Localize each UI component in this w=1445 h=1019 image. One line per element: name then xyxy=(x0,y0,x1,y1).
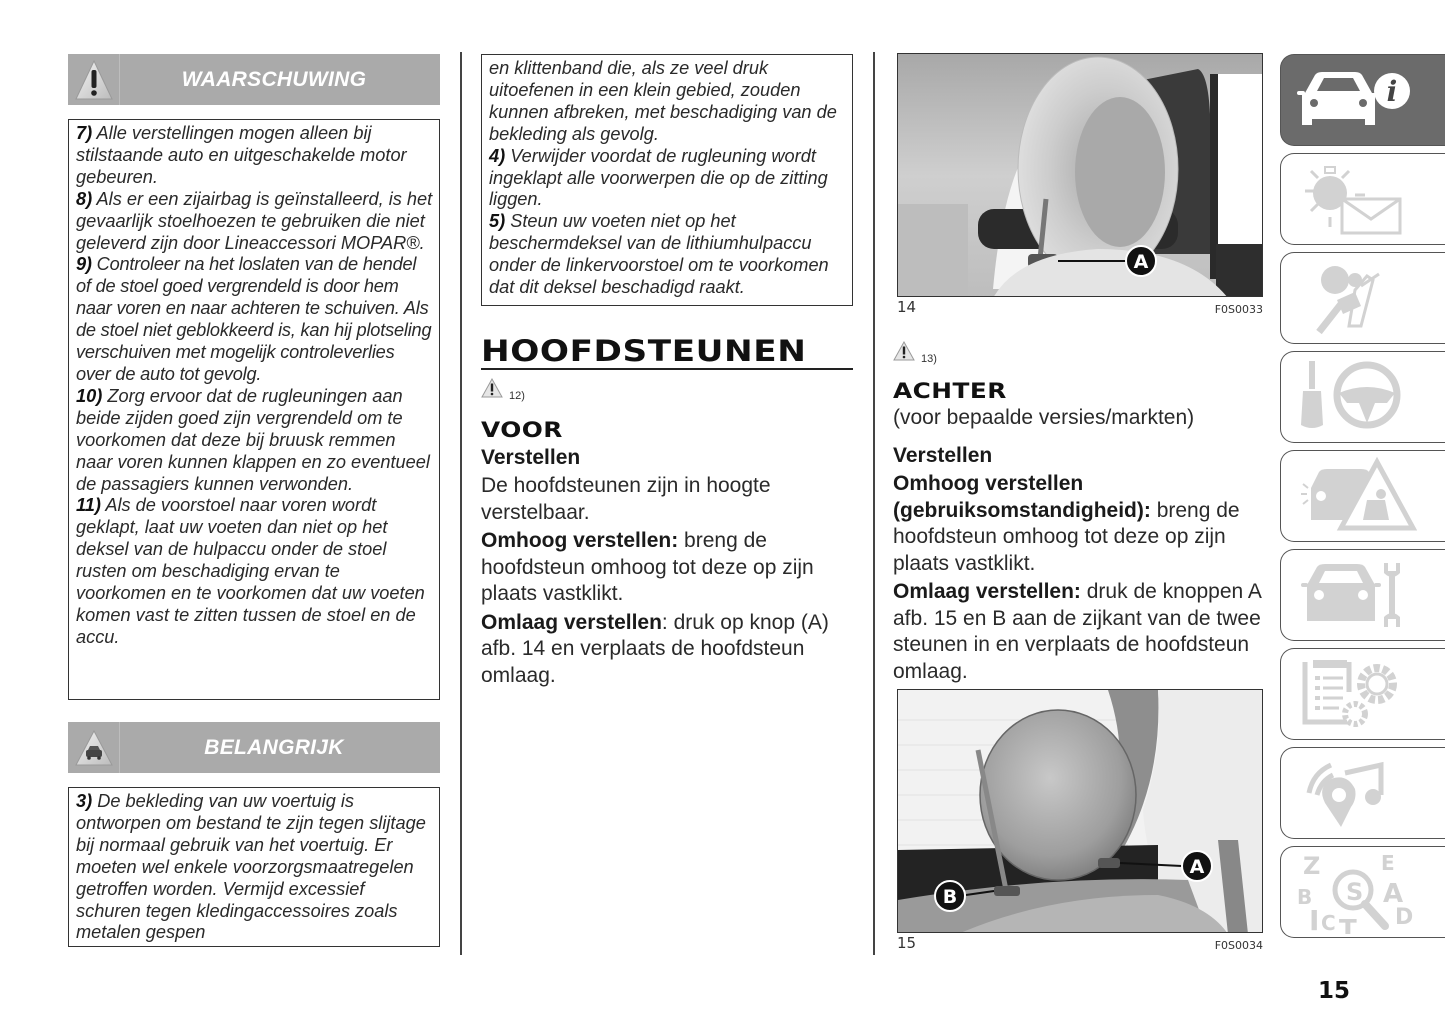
sidebar-tab-multimedia[interactable] xyxy=(1280,747,1445,839)
section-title: HOOFDSTEUNEN xyxy=(481,334,807,368)
warning-item-8: 8) Als er een zijairbag is geïnstalleerd, is het gevaarlijk stoelhoezen te gebruiken die niet geleverd zijn door Lineaccessori MOPAR®. xyxy=(76,188,433,253)
subsection-title-voor: VOOR xyxy=(481,418,563,442)
index-search-icon xyxy=(1297,846,1417,939)
sidebar-tab-emergency[interactable] xyxy=(1280,450,1445,542)
multimedia-music-icon xyxy=(1297,751,1407,836)
svg-text:A: A xyxy=(1383,878,1404,909)
lower-instruction: Omlaag verstellen: druk de knoppen A afb. 15 en B aan de zijkant van de twee steunen in en verplaats de hoofdsteun omlaag. xyxy=(893,580,1261,683)
column-divider-right xyxy=(873,52,875,955)
important-header-bar xyxy=(68,722,440,773)
svg-text:S: S xyxy=(1346,877,1364,906)
subsection-title-achter: ACHTER xyxy=(893,379,1007,403)
page-number: 15 xyxy=(1318,978,1351,1004)
raise-instruction: Omhoog verstellen (gebruiksomstandigheid): breng de hoofdsteun omhoog tot deze op zijn plaats vastklikt. xyxy=(893,472,1240,575)
svg-text:Z: Z xyxy=(1303,851,1321,880)
svg-text:I: I xyxy=(1309,903,1320,934)
warning-header-bar xyxy=(68,54,440,105)
car-warning-triangle-icon xyxy=(68,722,120,773)
sidebar-tab-technical-data[interactable] xyxy=(1280,648,1445,740)
callout-a: A xyxy=(1189,856,1205,878)
warning-notes-box xyxy=(68,119,440,700)
column-divider-left xyxy=(460,52,462,955)
sidebar-tab-index[interactable] xyxy=(1280,846,1445,938)
section-title-rule xyxy=(481,368,853,370)
car-wrench-icon xyxy=(1297,553,1407,638)
callout-a: A xyxy=(1133,251,1149,273)
car-info-icon xyxy=(1297,63,1417,138)
sidebar-tab-maintenance[interactable] xyxy=(1280,549,1445,641)
figure-number: 14 xyxy=(897,298,917,316)
figure-15-image xyxy=(897,689,1263,933)
warning-item-9: 9) Controleer na het loslaten van de hendel of de stoel goed vergrendeld is door hem naar voren en naar achteren te schuiven. Als de stoel niet geblokkeerd is, kan hij plotseling verschuiven met mogelijk controleverlies over de auto tot gevolg. xyxy=(76,254,432,384)
warning-reference-number: 13) xyxy=(921,353,937,365)
key-steering-wheel-icon xyxy=(1297,355,1407,440)
car-breakdown-triangle-icon xyxy=(1297,454,1417,539)
sub-heading-verstellen: Verstellen xyxy=(481,446,581,469)
continued-notes-box xyxy=(481,54,853,306)
figure-code: F0S0033 xyxy=(1214,303,1263,316)
front-headrest-text xyxy=(481,473,853,689)
svg-text:D: D xyxy=(1395,904,1414,930)
svg-text:T: T xyxy=(1339,914,1357,934)
small-warning-triangle-icon xyxy=(481,378,503,403)
warning-triangle-icon xyxy=(68,54,120,105)
sidebar-tab-safety[interactable] xyxy=(1280,252,1445,344)
sidebar-tab-warning-lights[interactable] xyxy=(1280,153,1445,245)
callout-b: B xyxy=(942,886,958,908)
specs-gears-icon xyxy=(1297,652,1407,737)
warning-item-11: 11) Als de voorstoel naar voren wordt geklapt, laat uw voeten dan niet op het deksel van de hulpaccu onder de stoel rusten om beschadiging ervan te voorkomen en te voorkomen dat uw voeten komen vast te zitten tussen de stoel en de accu. xyxy=(76,495,425,647)
svg-text:i: i xyxy=(1386,74,1398,108)
warning-reference-12 xyxy=(481,378,525,403)
airbag-seat-icon xyxy=(1297,256,1407,341)
svg-text:B: B xyxy=(1297,884,1313,909)
figure-code: F0S0034 xyxy=(1214,939,1263,952)
figure-14-image xyxy=(897,53,1263,297)
important-item-3: 3) De bekleding van uw voertuig is ontworpen om bestand te zijn tegen slijtage bij normaal gebruik van het voertuig. Er moeten wel enkele voorzorgsmaatregelen getroffen worden. Vermijd excessief schuren tegen kledingaccessoires zoals metalen gespen xyxy=(76,791,426,943)
warning-item-10: 10) Zorg ervoor dat de rugleuningen aan beide zijden goed zijn vergrendeld om te voorkomen dat deze bij bruusk remmen naar voren kunnen klappen en zo eventueel de passagiers kunnen verwonden. xyxy=(76,385,430,494)
figure-15-caption xyxy=(897,934,1263,952)
rear-headrest-text xyxy=(893,471,1265,685)
svg-text:E: E xyxy=(1381,850,1395,875)
figure-14-caption xyxy=(897,298,1263,316)
note-item-4: 4) Verwijder voordat de rugleuning wordt ingeklapt alle voorwerpen die op de zitting liggen. xyxy=(489,145,828,210)
figure-number: 15 xyxy=(897,934,917,952)
sidebar-tab-car-info[interactable] xyxy=(1280,54,1445,146)
important-title: BELANGRIJK xyxy=(204,735,344,759)
raise-instruction: Omhoog verstellen: breng de hoofdsteun omhoog tot deze op zijn plaats vastklikt. xyxy=(481,529,814,605)
note-item-5: 5) Steun uw voeten niet op het beschermdeksel van de lithiumhulpaccu onder de linkervoorstoel om te voorkomen dat dit deksel beschadigd raakt. xyxy=(489,211,829,298)
warning-reference-number: 12) xyxy=(509,390,525,402)
small-warning-triangle-icon xyxy=(893,341,915,366)
warning-light-message-icon xyxy=(1297,157,1407,242)
continued-lead-text: en klittenband die, als ze veel druk uitoefenen in een klein gebied, zouden kunnen afbreken, met beschadiging van de bekleding als gevolg. xyxy=(489,58,837,144)
lower-instruction: Omlaag verstellen: druk op knop (A) afb. 14 en verplaats de hoofdsteun omlaag. xyxy=(481,610,829,687)
warning-item-7: 7) Alle verstellingen mogen alleen bij stilstaande auto en uitgeschakelde motor gebeuren. xyxy=(76,123,407,187)
warning-title: WAARSCHUWING xyxy=(181,67,367,91)
intro-paragraph: De hoofdsteunen zijn in hoogte verstelbaar. xyxy=(481,474,771,524)
important-notes-box xyxy=(68,787,440,947)
sub-heading-verstellen: Verstellen xyxy=(893,444,993,467)
warning-reference-13 xyxy=(893,341,937,366)
sidebar-tab-starting-driving[interactable] xyxy=(1280,351,1445,443)
versions-note: (voor bepaalde versies/markten) xyxy=(893,406,1195,429)
svg-text:C: C xyxy=(1321,910,1336,934)
